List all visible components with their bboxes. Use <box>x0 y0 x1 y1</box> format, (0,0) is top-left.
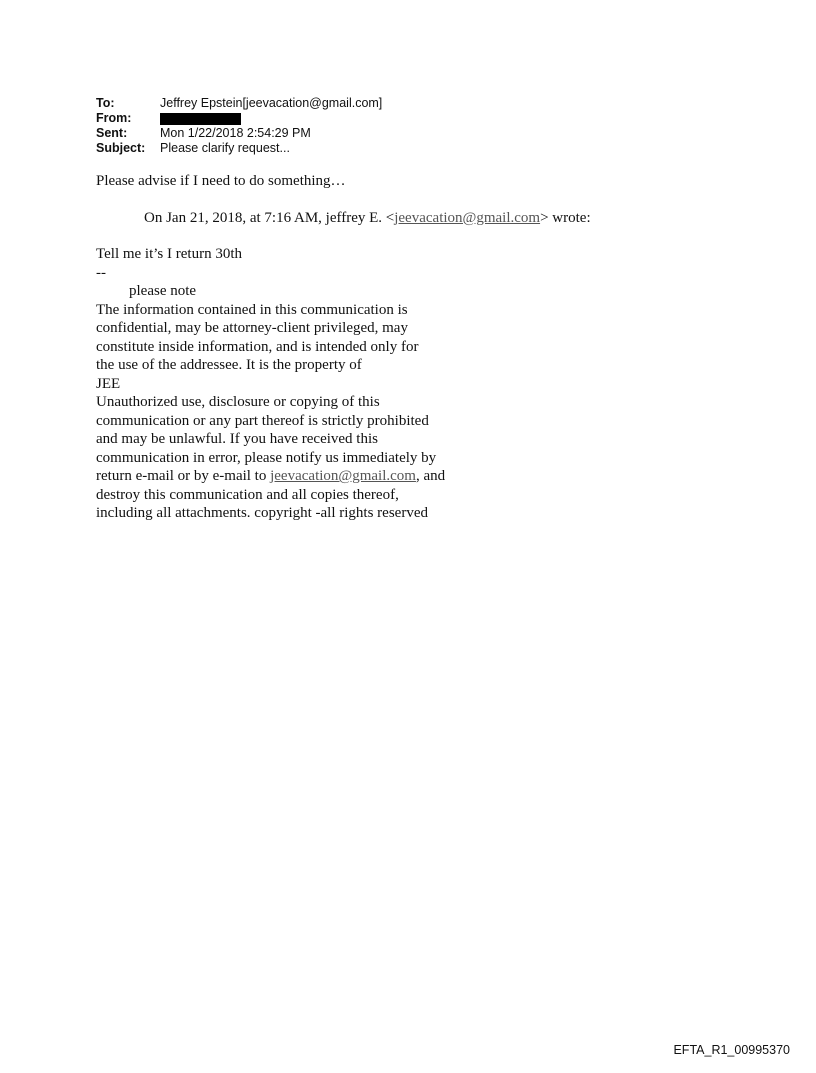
sent-row <box>96 126 382 141</box>
from-row <box>96 111 382 126</box>
disclaimer-prefix: return e-mail or by e-mail to <box>96 468 271 484</box>
quote-prefix: On Jan 21, 2018, at 7:16 AM, jeffrey E. < <box>144 209 395 226</box>
disclaimer-line: communication in error, please notify us immediately by <box>96 449 437 466</box>
disclaimer-line: constitute inside information, and is intended only for <box>96 338 419 355</box>
disclaimer-line: the use of the addressee. It is the property of <box>96 357 362 373</box>
disclaimer-email-link[interactable]: jeevacation@gmail.com <box>270 468 416 484</box>
disclaimer-line: and may be unlawful. If you have received this <box>96 431 378 447</box>
message-line: Tell me it’s I return 30th <box>96 246 243 262</box>
disclaimer-line <box>96 467 656 486</box>
disclaimer-line: Unauthorized use, disclosure or copying of this <box>96 394 380 410</box>
disclaimer-line: The information contained in this communication is <box>96 301 408 318</box>
to-label: To: <box>96 96 115 110</box>
from-label: From: <box>96 111 132 125</box>
disclaimer-line: confidential, may be attorney-client privileged, may <box>96 320 408 336</box>
quote-email-link[interactable]: jeevacation@gmail.com <box>394 209 541 226</box>
disclaimer-suffix: , and <box>415 468 446 484</box>
redaction-box <box>160 113 241 125</box>
reply-line: Please advise if I need to do something… <box>96 173 346 189</box>
disclaimer-line: including all attachments. copyright -all rights reserved <box>96 505 428 521</box>
email-body <box>96 172 656 523</box>
email-header <box>96 96 382 156</box>
subject-value: Please clarify request... <box>160 141 290 155</box>
to-value: Jeffrey Epstein[jeevacation@gmail.com] <box>160 96 383 110</box>
subject-row <box>96 141 382 156</box>
please-note: please note <box>129 283 197 299</box>
disclaimer-line: JEE <box>96 375 121 392</box>
disclaimer-line: destroy this communication and all copies thereof, <box>96 486 399 503</box>
to-row <box>96 96 382 111</box>
signature-dashes: -- <box>96 264 106 281</box>
quote-attribution <box>96 209 656 228</box>
sent-value: Mon 1/22/2018 2:54:29 PM <box>160 126 311 140</box>
quote-suffix: > wrote: <box>540 209 591 226</box>
sent-label: Sent: <box>96 126 128 140</box>
disclaimer-line: communication or any part thereof is strictly prohibited <box>96 412 429 429</box>
document-id: EFTA_R1_00995370 <box>673 1043 790 1057</box>
subject-label: Subject: <box>96 141 146 155</box>
